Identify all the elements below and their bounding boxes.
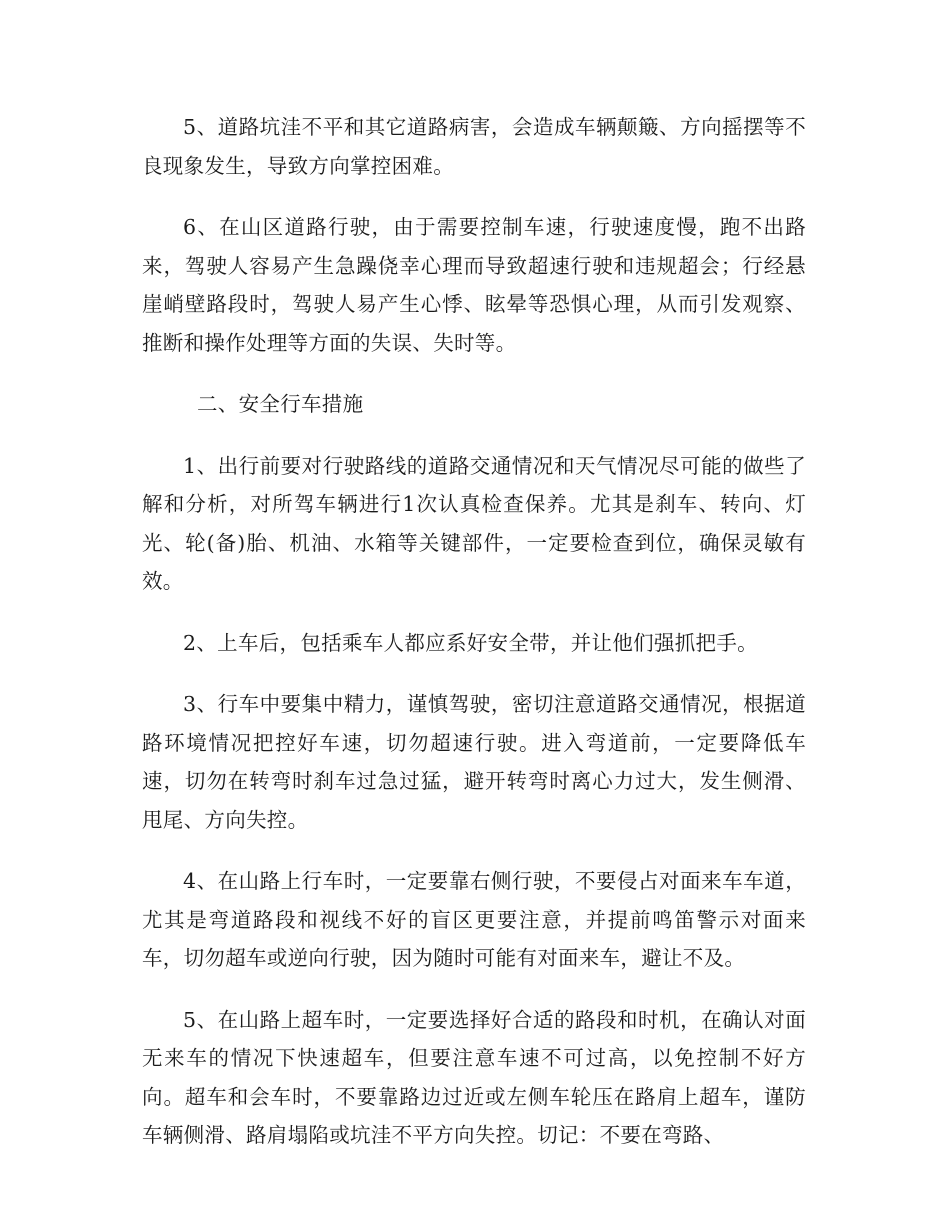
paragraph-seatbelts: 2、上车后，包括乘车人都应系好安全带，并让他们强抓把手。 bbox=[183, 630, 758, 655]
paragraph-pre-trip-inspection: 1、出行前要对行驶路线的道路交通情况和天气情况尽可能的做些了解和分析，对所驾车辆进行1次认真检查保养。尤其是刹车、转向、灯光、轮(备)胎、机油、水箱等关键部件，一定要检查到位，确保灵敏有效。 bbox=[142, 453, 806, 593]
paragraph-overtaking: 5、在山路上超车时，一定要选择好合适的路段和时机，在确认对面无来车的情况下快速超车，但要注意车速不可过高，以免控制不好方向。超车和会车时，不要靠路边过近或左侧车轮压在路肩上超车，谨防车辆侧滑、路肩塌陷或坑洼不平方向失控。切记：不要在弯路、 bbox=[142, 1007, 806, 1147]
section-heading-safety-measures: 二、安全行车措施 bbox=[197, 392, 364, 416]
document-page bbox=[142, 108, 806, 1178]
paragraph-mountain-driving-psychology: 6、在山区道路行驶，由于需要控制车速，行驶速度慢，跑不出路来，驾驶人容易产生急躁侥幸心理而导致超速行驶和违规超会；行经悬崖峭壁路段时，驾驶人易产生心悸、眩晕等恐惧心理，从而引发观察、推断和操作处理等方面的失误、失时等。 bbox=[142, 215, 806, 355]
paragraph-road-potholes: 5、道路坑洼不平和其它道路病害，会造成车辆颠簸、方向摇摆等不良现象发生，导致方向掌控困难。 bbox=[142, 115, 806, 178]
paragraph-keep-right: 4、在山路上行车时，一定要靠右侧行驶，不要侵占对面来车车道，尤其是弯道路段和视线不好的盲区更要注意，并提前鸣笛警示对面来车，切勿超车或逆向行驶，因为随时可能有对面来车，避让不及。 bbox=[142, 869, 806, 970]
paragraph-concentration-speed: 3、行车中要集中精力，谨慎驾驶，密切注意道路交通情况，根据道路环境情况把控好车速，切勿超速行驶。进入弯道前，一定要降低车速，切勿在转弯时刹车过急过猛，避开转弯时离心力过大，发生侧滑、甩尾、方向失控。 bbox=[142, 692, 806, 832]
